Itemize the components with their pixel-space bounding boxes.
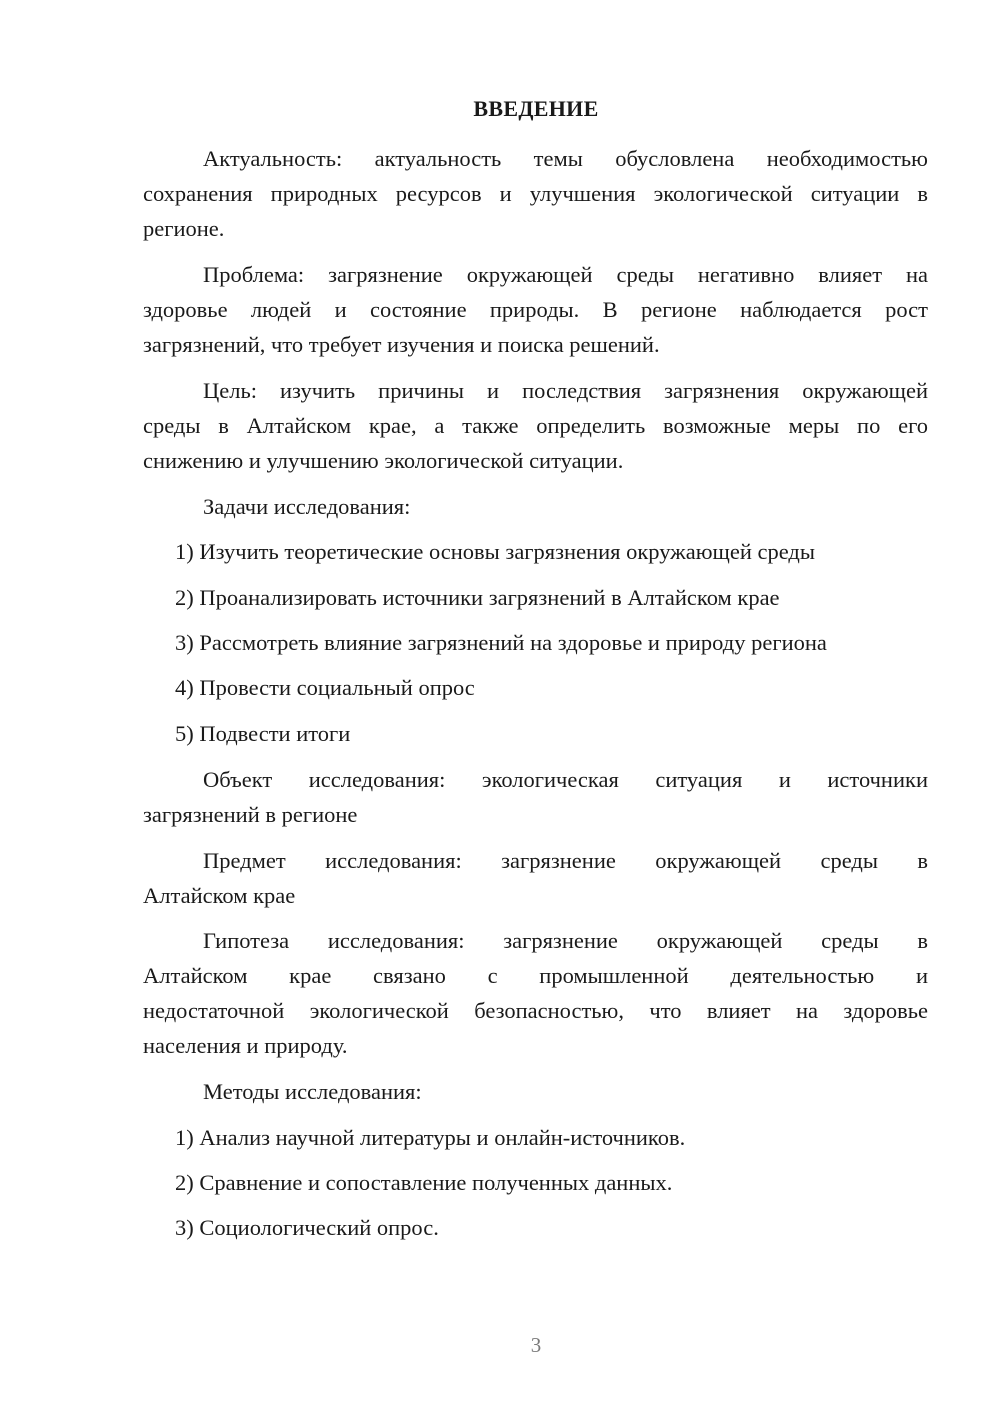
paragraph-line: среды в Алтайском крае, а также определить возможные меры по его <box>143 413 928 438</box>
task-item: 3) Рассмотреть влияние загрязнений на здоровье и природу региона <box>175 630 827 655</box>
paragraph-line: Предмет исследования: загрязнение окружающей среды в <box>203 848 928 873</box>
task-item: 2) Проанализировать источники загрязнений в Алтайском крае <box>175 585 780 610</box>
paragraph-line: Проблема: загрязнение окружающей среды негативно влияет на <box>203 262 928 287</box>
problem-paragraph <box>143 257 928 362</box>
subject-paragraph <box>143 843 928 913</box>
paragraph-line: сохранения природных ресурсов и улучшения экологической ситуации в <box>143 181 928 206</box>
task-item: 5) Подвести итоги <box>175 721 351 746</box>
paragraph-line: загрязнений в регионе <box>143 802 358 827</box>
relevance-paragraph <box>143 141 928 246</box>
paragraph-line: Алтайском крае <box>143 883 296 908</box>
paragraph-line: снижению и улучшению экологической ситуации. <box>143 448 624 473</box>
paragraph-line: регионе. <box>143 216 225 241</box>
goal-paragraph <box>143 373 928 478</box>
methods-title: Методы исследования: <box>203 1079 422 1104</box>
method-item: 3) Социологический опрос. <box>175 1215 439 1240</box>
task-item: 4) Провести социальный опрос <box>175 675 475 700</box>
paragraph-line: Объект исследования: экологическая ситуация и источники <box>203 767 928 792</box>
paragraph-line: Цель: изучить причины и последствия загрязнения окружающей <box>203 378 928 403</box>
page-heading: ВВЕДЕНИЕ <box>473 96 599 121</box>
object-paragraph <box>143 762 928 832</box>
page-number: 3 <box>530 1333 542 1357</box>
paragraph-line: загрязнений, что требует изучения и поиска решений. <box>143 332 660 357</box>
paragraph-line: населения и природу. <box>143 1033 348 1058</box>
paragraph-line: Алтайском крае связано с промышленной деятельностью и <box>143 963 928 988</box>
paragraph-line: недостаточной экологической безопасностью, что влияет на здоровье <box>143 998 928 1023</box>
method-item: 1) Анализ научной литературы и онлайн-источников. <box>175 1125 686 1150</box>
hypothesis-paragraph <box>143 923 928 1063</box>
paragraph-line: здоровье людей и состояние природы. В регионе наблюдается рост <box>143 297 928 322</box>
method-item: 2) Сравнение и сопоставление полученных данных. <box>175 1170 673 1195</box>
paragraph-line: Гипотеза исследования: загрязнение окружающей среды в <box>203 928 928 953</box>
task-item: 1) Изучить теоретические основы загрязнения окружающей среды <box>175 539 815 564</box>
tasks-title: Задачи исследования: <box>203 494 411 519</box>
paragraph-line: Актуальность: актуальность темы обусловлена необходимостью <box>203 146 928 171</box>
